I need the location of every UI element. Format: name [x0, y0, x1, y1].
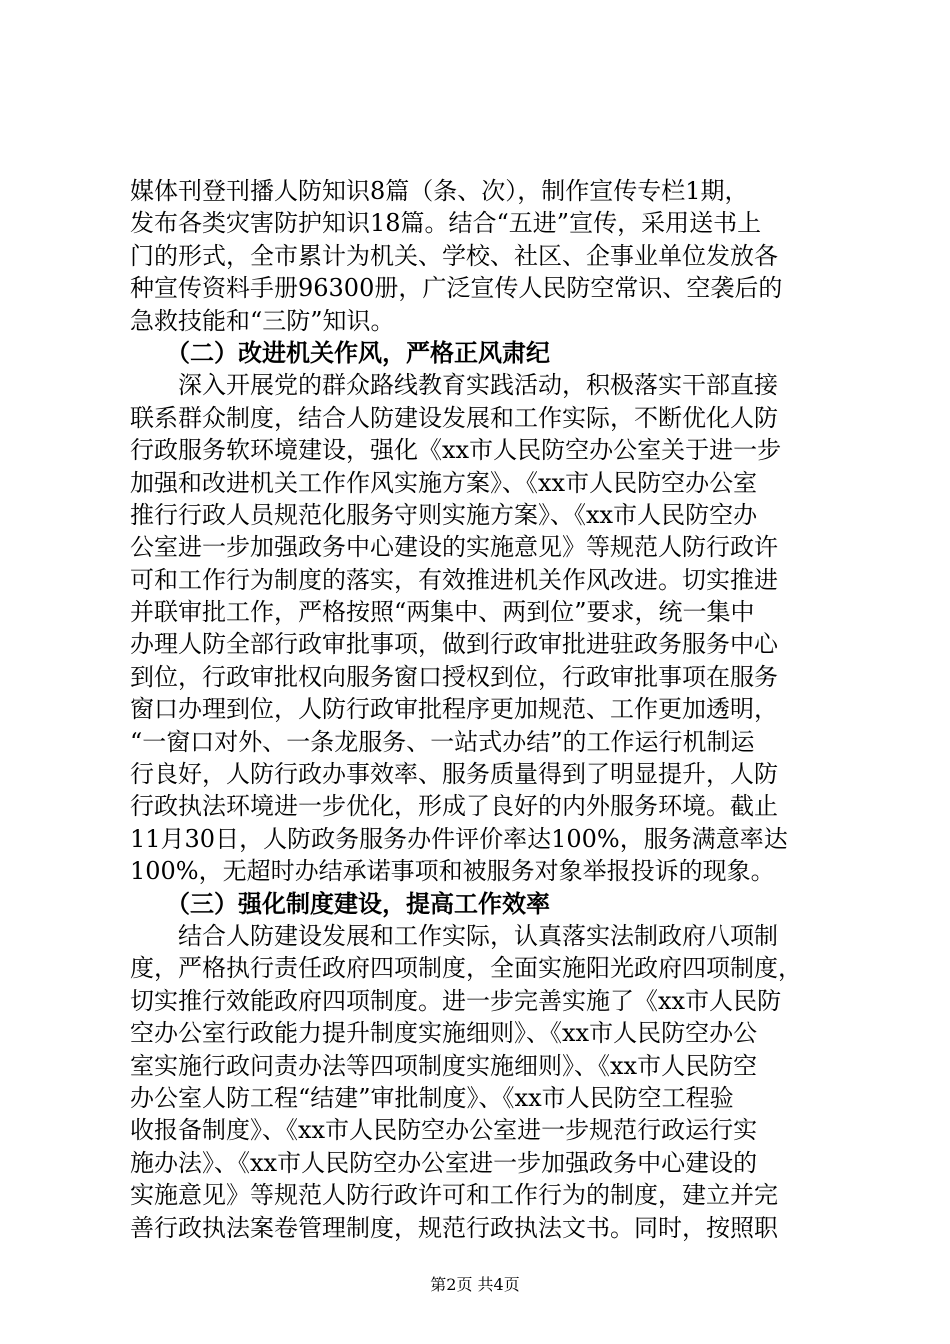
paragraph-line: 推行行政人员规范化服务守则实施方案》、《xx市人民防空办 [130, 500, 758, 529]
paragraph-line: 联系群众制度，结合人防建设发展和工作实际，不断优化人防 [130, 403, 778, 432]
section-heading: （三）强化制度建设，提高工作效率 [166, 889, 550, 918]
paragraph-line: 行政服务软环境建设，强化《xx市人民防空办公室关于进一步 [130, 436, 782, 465]
paragraph-line: 可和工作行为制度的落实，有效推进机关作风改进。切实推进 [130, 565, 778, 594]
paragraph-line: “一窗口对外、一条龙服务、一站式办结”的工作运行机制运 [130, 727, 755, 756]
paragraph-line: 切实推行效能政府四项制度。进一步完善实施了《xx市人民防 [130, 986, 782, 1015]
paragraph-line: 室实施行政问责办法等四项制度实施细则》、《xx市人民防空 [130, 1051, 758, 1080]
paragraph-line: 善行政执法案卷管理制度，规范行政执法文书。同时，按照职 [130, 1213, 778, 1242]
paragraph-line: 并联审批工作，严格按照“两集中、两到位”要求，统一集中 [130, 598, 755, 627]
paragraph-line: 发布各类灾害防护知识18篇。结合“五进”宣传，采用送书上 [130, 209, 762, 238]
paragraph-first-line: 结合人防建设发展和工作实际，认真落实法制政府八项制 [178, 921, 778, 950]
paragraph-line: 办公室人防工程“结建”审批制度》、《xx市人民防空工程验 [130, 1083, 734, 1112]
paragraph-line: 媒体刊登刊播人防知识8篇（条、次），制作宣传专栏1期， [130, 177, 749, 205]
document-body [130, 175, 832, 1244]
paragraph-line: 办理人防全部行政审批事项，做到行政审批进驻政务服务中心 [130, 630, 778, 659]
paragraph-line: 施办法》、《xx市人民防空办公室进一步加强政务中心建设的 [130, 1148, 758, 1177]
paragraph-line: 收报备制度》、《xx市人民防空办公室进一步规范行政运行实 [130, 1116, 758, 1145]
page-footer: 第2页 共4页 [430, 1275, 520, 1294]
paragraph-line: 空办公室行政能力提升制度实施细则》、《xx市人民防空办公 [130, 1019, 758, 1048]
paragraph-line: 100%，无超时办结承诺事项和被服务对象举报投诉的现象。 [130, 857, 775, 886]
paragraph-line: 公室进一步加强政务中心建设的实施意见》等规范人防行政许 [130, 533, 778, 562]
paragraph-line: 度，严格执行责任政府四项制度，全面实施阳光政府四项制度， [130, 954, 802, 983]
paragraph-line: 实施意见》等规范人防行政许可和工作行为的制度，建立并完 [130, 1181, 778, 1210]
paragraph-line: 种宣传资料手册96300册，广泛宣传人民防空常识、空袭后的 [130, 274, 783, 303]
paragraph-line: 急救技能和“三防”知识。 [130, 306, 395, 335]
section-heading: （二）改进机关作风，严格正风肃纪 [166, 338, 550, 367]
paragraph-line: 门的形式，全市累计为机关、学校、社区、企事业单位发放各 [130, 241, 778, 270]
paragraph-line: 到位，行政审批权向服务窗口授权到位，行政审批事项在服务 [130, 662, 778, 691]
paragraph-line: 窗口办理到位，人防行政审批程序更加规范、工作更加透明， [130, 695, 778, 724]
paragraph-line: 11月30日，人防政务服务办件评价率达100%，服务满意率达 [130, 824, 788, 853]
paragraph-line: 加强和改进机关工作作风实施方案》、《xx市人民防空办公室 [130, 468, 758, 497]
paragraph-line: 行良好，人防行政办事效率、服务质量得到了明显提升，人防 [130, 760, 778, 789]
paragraph-line: 行政执法环境进一步优化，形成了良好的内外服务环境。截止 [130, 792, 778, 821]
paragraph-first-line: 深入开展党的群众路线教育实践活动，积极落实干部直接 [178, 371, 778, 400]
